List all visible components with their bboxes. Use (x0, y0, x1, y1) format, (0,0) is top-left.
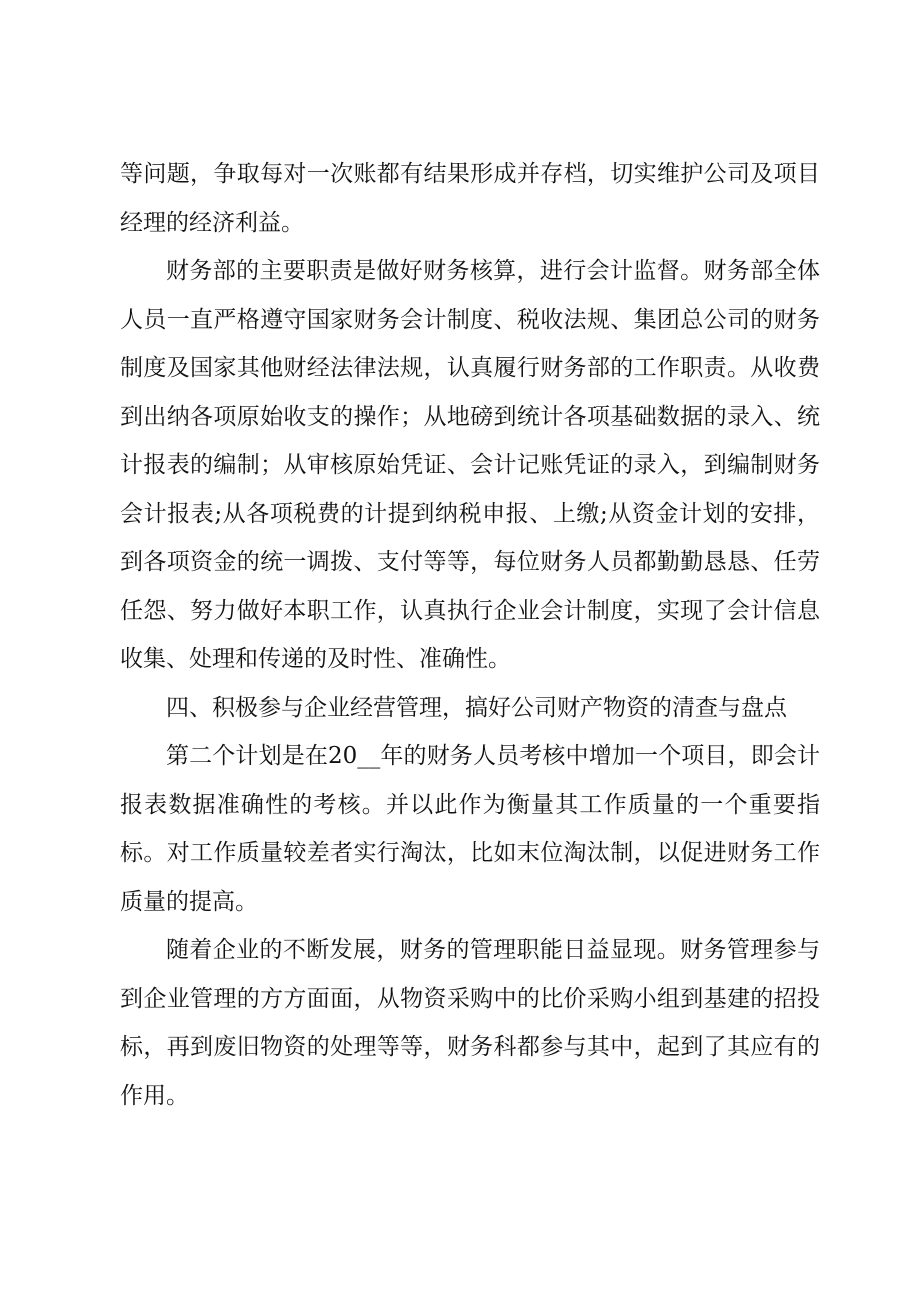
document-body (120, 150, 820, 1120)
paragraph-second-plan: 第二个计划是在20__年的财务人员考核中增加一个项目，即会计报表数据准确性的考核。并以此作为衡量其工作质量的一个重要指标。对工作质量较差者实行淘汰，比如末位淘汰制，以促进财务工作质量的提高。 (120, 743, 820, 915)
paragraph-continuation: 等问题，争取每对一次账都有结果形成并存档，切实维护公司及项目经理的经济利益。 (120, 161, 820, 236)
paragraph-finance-duties: 财务部的主要职责是做好财务核算，进行会计监督。财务部全体人员一直严格遵守国家财务会计制度、税收法规、集团总公司的财务制度及国家其他财经法律法规，认真履行财务部的工作职责。从收费到出纳各项原始收支的操作；从地磅到统计各项基础数据的录入、统计报表的编制；从审核原始凭证、会计记账凭证的录入，到编制财务会计报表;从各项税费的计提到纳税申报、上缴;从资金计划的安排，到各项资金的统一调拨、支付等等，每位财务人员都勤勤恳恳、任劳任怨、努力做好本职工作，认真执行企业会计制度，实现了会计信息收集、处理和传递的及时性、准确性。 (120, 258, 820, 672)
section-heading-four: 四、积极参与企业经营管理，搞好公司财产物资的清查与盘点 (166, 694, 787, 721)
paragraph-management-role: 随着企业的不断发展，财务的管理职能日益显现。财务管理参与到企业管理的方方面面，从物资采购中的比价采购小组到基建的招投标，再到废旧物资的处理等等，财务科都参与其中，起到了其应有的作用。 (120, 937, 820, 1109)
